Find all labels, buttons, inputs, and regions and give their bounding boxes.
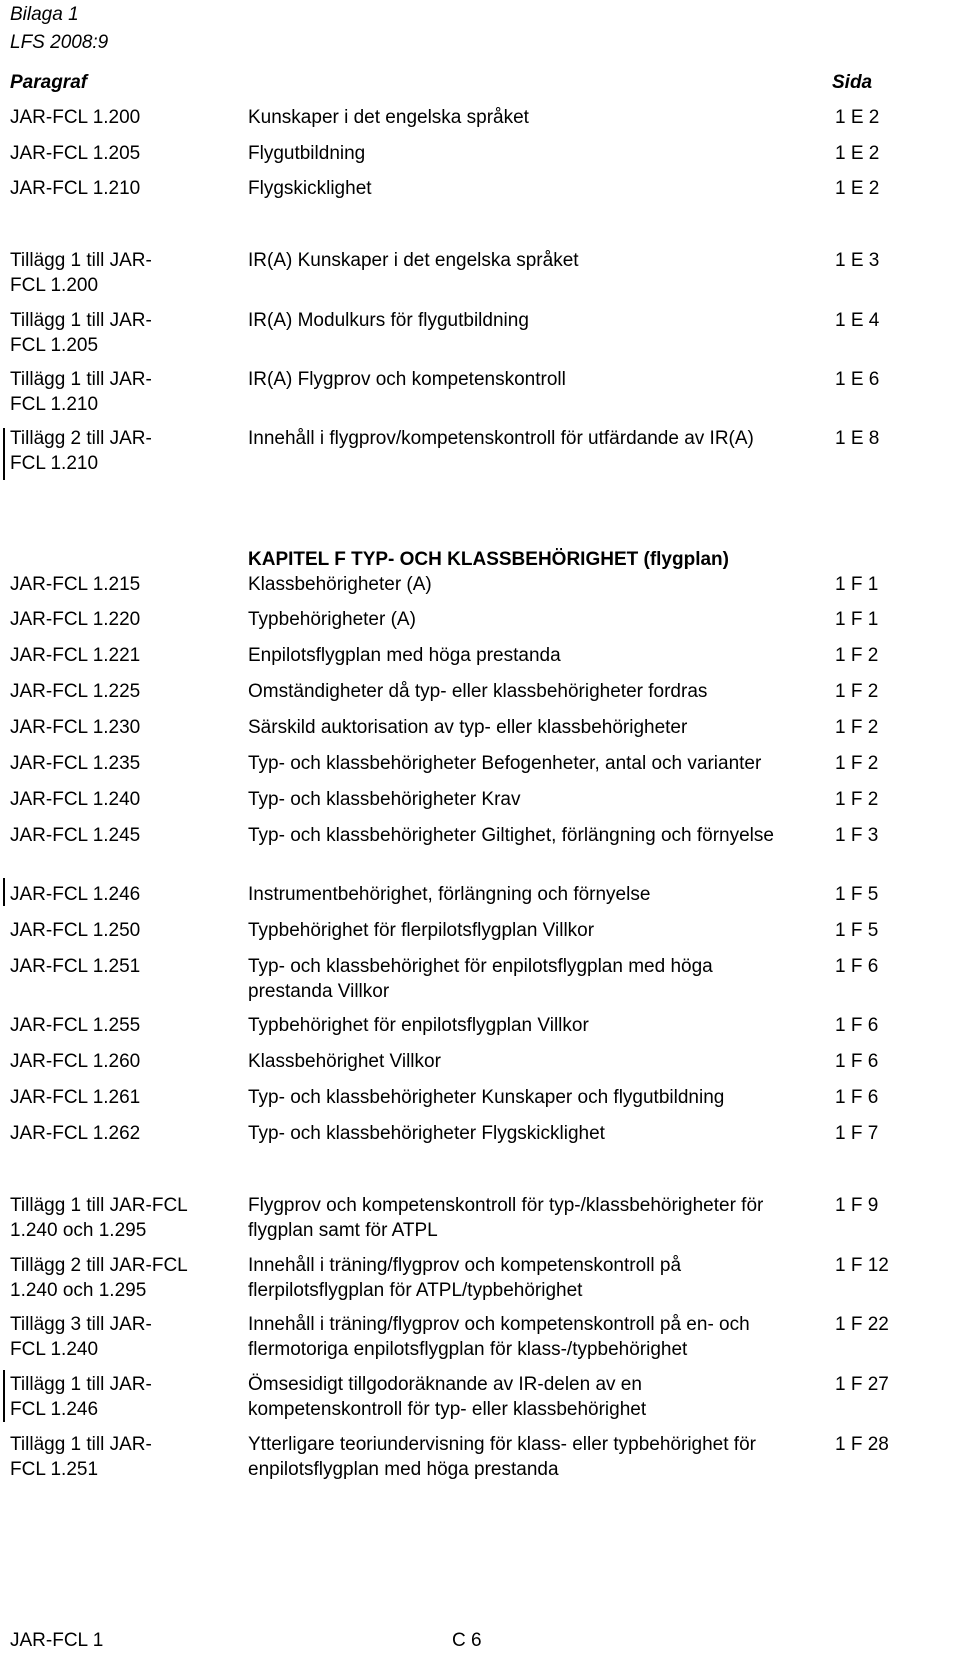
toc-page: 1 F 7 [835,1123,879,1144]
toc-page: 1 F 27 [835,1374,889,1395]
toc-ref: JAR-FCL 1.220 [10,609,141,630]
toc-ref: JAR-FCL 1.205 [10,143,141,164]
toc-ref: JAR-FCL 1.251 [10,956,141,977]
toc-ref: JAR-FCL 1.200 [10,107,141,128]
toc-title: Innehåll i flygprov/kompetenskontroll för utfärdande av IR(A) [248,428,754,449]
toc-page: 1 E 4 [835,310,880,331]
toc-ref: JAR-FCL 1.246 [10,884,141,905]
toc-ref: JAR-FCL 1.245 [10,825,141,846]
toc-page: 1 F 6 [835,1087,879,1108]
toc-ref: Tillägg 2 till JAR-FCL 1.240 och 1.295 [10,1255,188,1301]
toc-title: Enpilotsflygplan med höga prestanda [248,645,561,666]
toc-title: Omständigheter då typ- eller klassbehörigheter fordras [248,681,708,702]
toc-page: 1 E 2 [835,143,880,164]
toc-ref: Tillägg 1 till JAR-FCL 1.240 och 1.295 [10,1195,188,1241]
toc-title: Ömsesidigt tillgodoräknande av IR-delen av en kompetenskontroll för typ- eller klassbehörighet [248,1374,647,1420]
change-bar [3,1370,5,1422]
column-header-paragraph: Paragraf [10,72,88,93]
toc-title: Ytterligare teoriundervisning för klass- eller typbehörighet för enpilotsflygplan med höga prestanda [248,1434,756,1480]
toc-page: 1 F 2 [835,753,879,774]
toc-page: 1 E 8 [835,428,880,449]
toc-ref: Tillägg 2 till JAR-FCL 1.210 [10,428,152,474]
toc-page: 1 F 2 [835,645,879,666]
toc-title: Instrumentbehörighet, förlängning och förnyelse [248,884,651,905]
toc-ref: JAR-FCL 1.261 [10,1087,141,1108]
toc-page: 1 F 2 [835,681,879,702]
toc-ref: JAR-FCL 1.240 [10,789,141,810]
toc-ref: JAR-FCL 1.225 [10,681,141,702]
toc-title: Typbehörigheter (A) [248,609,416,630]
toc-ref: Tillägg 1 till JAR-FCL 1.251 [10,1434,152,1480]
toc-ref: JAR-FCL 1.250 [10,920,141,941]
toc-ref: Tillägg 1 till JAR-FCL 1.210 [10,369,152,415]
toc-page: 1 F 12 [835,1255,889,1276]
column-header-page: Sida [832,72,873,93]
toc-title: Flygskicklighet [248,178,372,199]
toc-page: 1 F 5 [835,884,879,905]
toc-ref: JAR-FCL 1.210 [10,178,141,199]
footer-page-number: C 6 [452,1630,482,1651]
toc-page: 1 E 2 [835,178,880,199]
toc-title: Flygutbildning [248,143,366,164]
change-bar [3,878,5,906]
toc-title: Typ- och klassbehörigheter Befogenheter, antal och varianter [248,753,762,774]
footer-document-id: JAR-FCL 1 [10,1630,104,1651]
toc-title: Innehåll i träning/flygprov och kompetenskontroll på flerpilotsflygplan för ATPL/typbehörighet [248,1255,682,1301]
toc-title: Typ- och klassbehörigheter Krav [248,789,521,810]
toc-page: 1 F 9 [835,1195,879,1216]
toc-page: 1 F 6 [835,956,879,977]
toc-title: Typ- och klassbehörigheter Giltighet, förlängning och förnyelse [248,825,774,846]
toc-title: Innehåll i träning/flygprov och kompetenskontroll på en- och flermotoriga enpilotsflygplan för klass-/typbehörighet [248,1314,750,1360]
toc-ref: JAR-FCL 1.221 [10,645,141,666]
chapter-heading: KAPITEL F TYP- OCH KLASSBEHÖRIGHET (flygplan) [248,549,729,570]
toc-title: Flygprov och kompetenskontroll för typ-/klassbehörigheter för flygplan samt för ATPL [248,1195,764,1241]
toc-page: 1 E 6 [835,369,880,390]
toc-ref: Tillägg 3 till JAR-FCL 1.240 [10,1314,152,1360]
toc-title: IR(A) Kunskaper i det engelska språket [248,250,579,271]
toc-page: 1 F 1 [835,574,879,595]
toc-title: Kunskaper i det engelska språket [248,107,529,128]
toc-title: Typbehörighet för flerpilotsflygplan Villkor [248,920,595,941]
toc-page: 1 F 5 [835,920,879,941]
toc-page: 1 F 22 [835,1314,889,1335]
toc-page: 1 F 6 [835,1051,879,1072]
toc-page: 1 F 2 [835,717,879,738]
toc-ref: Tillägg 1 till JAR-FCL 1.200 [10,250,152,296]
toc-page: 1 F 6 [835,1015,879,1036]
regulation-code: LFS 2008:9 [10,32,109,53]
toc-title: Klassbehörigheter (A) [248,574,432,595]
document-annex-label: Bilaga 1 [10,4,79,25]
toc-title: Typ- och klassbehörigheter Kunskaper och flygutbildning [248,1087,725,1108]
toc-ref: JAR-FCL 1.262 [10,1123,141,1144]
toc-page: 1 F 3 [835,825,879,846]
toc-title: Typbehörighet för enpilotsflygplan Villkor [248,1015,589,1036]
toc-page: 1 F 2 [835,789,879,810]
toc-title: Särskild auktorisation av typ- eller klassbehörigheter [248,717,688,738]
toc-title: Typ- och klassbehörighet för enpilotsflygplan med höga prestanda Villkor [248,956,713,1002]
toc-ref: JAR-FCL 1.255 [10,1015,141,1036]
toc-ref: JAR-FCL 1.235 [10,753,141,774]
toc-ref: Tillägg 1 till JAR-FCL 1.205 [10,310,152,356]
toc-ref: JAR-FCL 1.215 [10,574,141,595]
toc-ref: Tillägg 1 till JAR-FCL 1.246 [10,1374,152,1420]
toc-title: IR(A) Modulkurs för flygutbildning [248,310,529,331]
toc-title: Typ- och klassbehörigheter Flygskicklighet [248,1123,605,1144]
toc-page: 1 F 28 [835,1434,889,1455]
toc-page: 1 F 1 [835,609,879,630]
toc-title: Klassbehörighet Villkor [248,1051,441,1072]
toc-ref: JAR-FCL 1.260 [10,1051,141,1072]
toc-title: IR(A) Flygprov och kompetenskontroll [248,369,566,390]
toc-page: 1 E 2 [835,107,880,128]
change-bar [3,428,5,480]
toc-ref: JAR-FCL 1.230 [10,717,141,738]
toc-page: 1 E 3 [835,250,880,271]
